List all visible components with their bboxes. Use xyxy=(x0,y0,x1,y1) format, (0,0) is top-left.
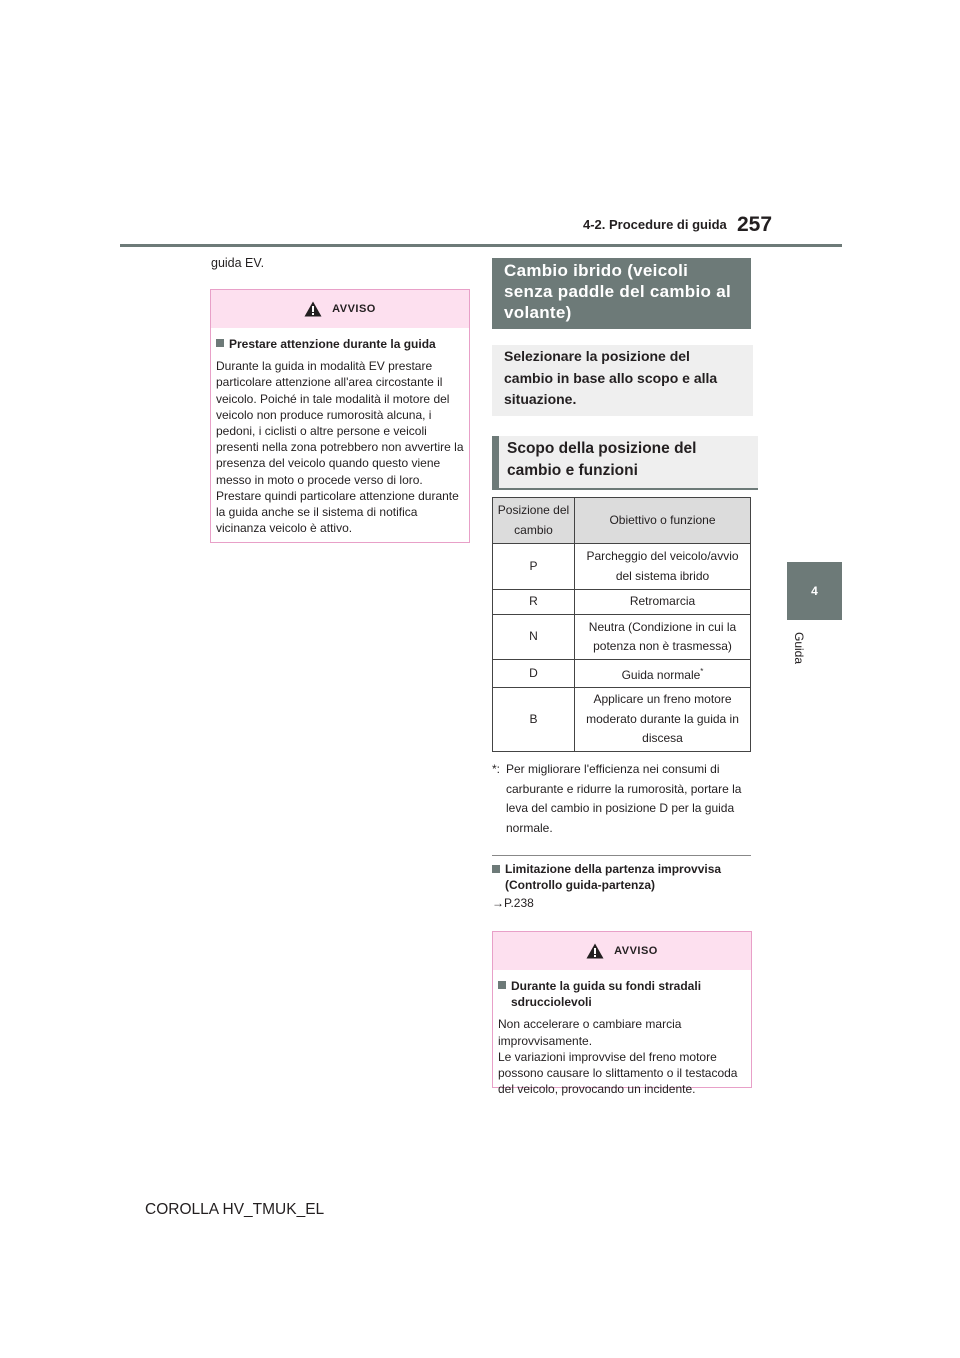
table-row xyxy=(493,660,751,688)
warning-text: Non accelerare o cambiare marcia improvvisamente. xyxy=(498,1017,682,1048)
bullet-square-icon xyxy=(498,981,506,989)
chapter-label: Guida xyxy=(792,632,806,665)
warning-title xyxy=(216,336,464,352)
header-section-title: 4-2. Procedure di guida xyxy=(583,217,727,232)
footer-model-code: COROLLA HV_TMUK_EL xyxy=(145,1201,325,1218)
warning-box xyxy=(210,289,470,543)
footnote-text: Per migliorare l'efficienza nei consumi di carburante e ridurre la rumorosità, portare la leva del cambio in posizione D per la guida normale. xyxy=(506,762,742,835)
table-cell-function: Applicare un freno motore moderato durante la guida in discesa xyxy=(575,688,751,752)
section-title: Cambio ibrido (veicoli senza paddle del cambio al volante) xyxy=(492,258,751,329)
bullet-square-icon xyxy=(492,865,500,873)
subsection-title: Scopo della posizione del cambio e funzioni xyxy=(492,436,758,490)
footnote-mark: *: xyxy=(492,762,501,776)
table-cell-function: Retromarcia xyxy=(575,590,751,615)
limit-section-title-text: Limitazione della partenza improvvisa (Controllo guida-partenza) xyxy=(505,862,722,892)
limit-section-title xyxy=(492,862,752,893)
warning-title-text: Durante la guida su fondi stradali sdrucciolevoli xyxy=(511,979,702,1010)
table-row xyxy=(493,615,751,660)
bullet-square-icon xyxy=(216,339,224,347)
warning-triangle-icon xyxy=(586,943,604,959)
warning-text: Le variazioni improvvise del freno motore possono causare lo slittamento o il testacoda del veicolo, provocando un incidente. xyxy=(498,1049,738,1097)
table-cell-position: B xyxy=(493,688,575,752)
page-reference-link[interactable]: →P.238 xyxy=(492,896,534,910)
table-row xyxy=(493,544,751,590)
continuation-text: guida EV. xyxy=(211,256,265,270)
divider xyxy=(492,855,751,856)
table-cell-function: Neutra (Condizione in cui la potenza non è trasmessa) xyxy=(575,615,751,660)
shift-position-table xyxy=(492,497,751,752)
intro-box xyxy=(492,345,753,416)
warning-heading: AVVISO xyxy=(614,945,658,957)
chapter-tab[interactable] xyxy=(787,562,842,620)
header-divider xyxy=(120,244,842,247)
footnote-marker: * xyxy=(700,666,704,676)
warning-header xyxy=(493,932,751,970)
warning-box xyxy=(492,931,752,1097)
table-cell-position: N xyxy=(493,615,575,660)
table-cell-function: Parcheggio del veicolo/avvio del sistema ibrido xyxy=(575,544,751,590)
warning-heading: AVVISO xyxy=(332,303,376,315)
warning-text: Durante la guida in modalità EV prestare particolare attenzione all'area circostante il veicolo. Poiché in tale modalità il motore del veicolo non produce rumorosità alcuna, i pedoni, i ciclisti o altre persone e veicoli presenti nella zona potrebbero non avvertire la presenza del veicolo quando questo viene messo in moto o procede verso di loro. Prestare quindi particolare attenzione durante la guida anche se il sistema di notifica vicinanza veicolo è attivo. xyxy=(216,359,464,536)
table-row xyxy=(493,590,751,615)
intro-text: Selezionare la posizione del cambio in base allo scopo e alla situazione. xyxy=(504,348,718,407)
warning-title xyxy=(498,978,746,1010)
table-cell-function xyxy=(575,660,751,688)
table-cell-function-text: Guida normale xyxy=(621,667,701,682)
warning-triangle-icon xyxy=(304,301,322,317)
page-number: 257 xyxy=(737,213,773,236)
table-header-function: Obiettivo o funzione xyxy=(575,498,751,544)
table-row xyxy=(493,688,751,752)
chapter-number: 4 xyxy=(811,584,818,598)
table-header-row xyxy=(493,498,751,544)
footnote xyxy=(492,760,752,838)
table-cell-position: R xyxy=(493,590,575,615)
warning-title-text: Prestare attenzione durante la guida xyxy=(229,337,436,351)
table-cell-position: D xyxy=(493,660,575,688)
warning-header xyxy=(211,290,469,328)
table-cell-position: P xyxy=(493,544,575,590)
table-header-position: Posizione del cambio xyxy=(493,498,575,544)
